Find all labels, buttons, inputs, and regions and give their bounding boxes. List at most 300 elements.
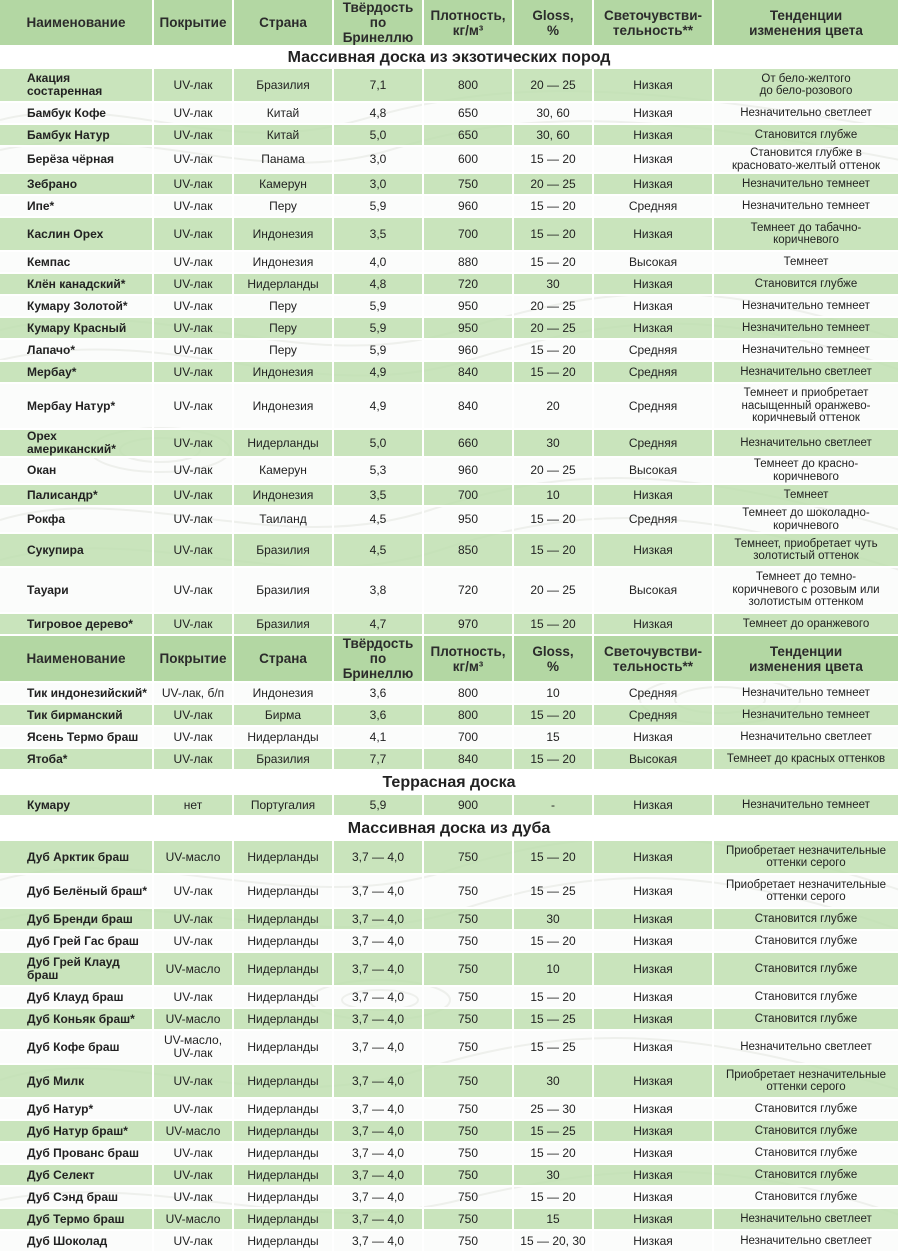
cell-density: 750 (424, 1231, 514, 1251)
cell-country: Нидерланды (234, 1121, 334, 1143)
table-row (0, 953, 900, 987)
cell-hardness: 3,7 — 4,0 (334, 1165, 424, 1187)
cell-name: Берёза чёрная (0, 147, 154, 174)
table-row (0, 534, 900, 568)
cell-name: Дуб Натур браш* (0, 1121, 154, 1143)
cell-density: 700 (424, 218, 514, 252)
cell-coating: UV-лак (154, 296, 234, 318)
table-row (0, 931, 900, 953)
cell-density: 950 (424, 318, 514, 340)
cell-hardness: 4,9 (334, 362, 424, 384)
cell-gloss: - (514, 795, 594, 817)
cell-gloss: 20 — 25 (514, 296, 594, 318)
cell-country: Индонезия (234, 252, 334, 274)
cell-color-trend: Незначительно светлеет (714, 362, 900, 384)
cell-coating: UV-лак (154, 727, 234, 749)
cell-name: Палисандр* (0, 485, 154, 507)
cell-light-sensitivity: Низкая (594, 1009, 714, 1031)
cell-light-sensitivity: Низкая (594, 841, 714, 875)
cell-density: 750 (424, 931, 514, 953)
cell-hardness: 5,9 (334, 340, 424, 362)
cell-color-trend: Незначительно светлеет (714, 103, 900, 125)
header-hardness: Твёрдость по Бринеллю (334, 636, 424, 683)
section-title: Массивная доска из экзотических пород (0, 47, 900, 69)
cell-density: 750 (424, 987, 514, 1009)
cell-gloss: 15 — 20 (514, 218, 594, 252)
section-row (0, 47, 900, 69)
cell-coating: UV-масло (154, 953, 234, 987)
cell-density: 900 (424, 795, 514, 817)
cell-country: Нидерланды (234, 953, 334, 987)
cell-name: Кемпас (0, 252, 154, 274)
cell-light-sensitivity: Низкая (594, 1165, 714, 1187)
cell-coating: UV-лак (154, 987, 234, 1009)
cell-name: Бамбук Натур (0, 125, 154, 147)
cell-density: 750 (424, 1009, 514, 1031)
cell-density: 950 (424, 296, 514, 318)
cell-color-trend: Темнеет до красно- коричневого (714, 458, 900, 485)
cell-hardness: 3,7 — 4,0 (334, 1143, 424, 1165)
cell-coating: UV-лак (154, 362, 234, 384)
cell-gloss: 15 — 20 (514, 614, 594, 636)
cell-density: 750 (424, 953, 514, 987)
table-row (0, 1065, 900, 1099)
cell-color-trend: Становится глубже (714, 1099, 900, 1121)
cell-country: Нидерланды (234, 1165, 334, 1187)
cell-color-trend: Становится глубже (714, 1187, 900, 1209)
cell-density: 720 (424, 274, 514, 296)
cell-light-sensitivity: Низкая (594, 1231, 714, 1251)
header-light-sensitivity: Светочувстви- тельность** (594, 636, 714, 683)
cell-name: Дуб Шоколад (0, 1231, 154, 1251)
cell-color-trend: Становится глубже (714, 953, 900, 987)
cell-light-sensitivity: Низкая (594, 727, 714, 749)
cell-gloss: 10 (514, 953, 594, 987)
table-row (0, 1031, 900, 1065)
cell-light-sensitivity: Средняя (594, 683, 714, 705)
cell-gloss: 10 (514, 485, 594, 507)
cell-country: Бирма (234, 705, 334, 727)
section-row (0, 771, 900, 795)
table-row (0, 147, 900, 174)
cell-hardness: 4,8 (334, 103, 424, 125)
cell-hardness: 4,0 (334, 252, 424, 274)
cell-color-trend: Незначительно темнеет (714, 196, 900, 218)
cell-gloss: 30 (514, 430, 594, 458)
cell-country: Португалия (234, 795, 334, 817)
cell-name: Зебрано (0, 174, 154, 196)
cell-country: Камерун (234, 174, 334, 196)
cell-coating: UV-лак (154, 507, 234, 534)
cell-gloss: 15 — 20 (514, 1187, 594, 1209)
cell-coating: UV-лак, б/п (154, 683, 234, 705)
cell-density: 750 (424, 1165, 514, 1187)
cell-density: 850 (424, 534, 514, 568)
cell-gloss: 15 — 20, 30 (514, 1231, 594, 1251)
cell-country: Нидерланды (234, 274, 334, 296)
cell-gloss: 15 (514, 727, 594, 749)
cell-light-sensitivity: Низкая (594, 1143, 714, 1165)
cell-light-sensitivity: Низкая (594, 1121, 714, 1143)
cell-light-sensitivity: Высокая (594, 568, 714, 614)
cell-color-trend: Незначительно светлеет (714, 1031, 900, 1065)
cell-gloss: 30, 60 (514, 103, 594, 125)
cell-hardness: 7,1 (334, 69, 424, 103)
cell-hardness: 3,7 — 4,0 (334, 841, 424, 875)
cell-gloss: 15 — 20 (514, 340, 594, 362)
cell-gloss: 30 (514, 909, 594, 931)
cell-light-sensitivity: Низкая (594, 953, 714, 987)
cell-gloss: 15 — 20 (514, 987, 594, 1009)
cell-name: Дуб Грей Гас браш (0, 931, 154, 953)
cell-coating: UV-лак (154, 931, 234, 953)
cell-coating: UV-лак (154, 430, 234, 458)
cell-density: 650 (424, 125, 514, 147)
cell-name: Сукупира (0, 534, 154, 568)
cell-coating: UV-лак (154, 1165, 234, 1187)
cell-color-trend: Темнеет до оранжевого (714, 614, 900, 636)
cell-name: Дуб Натур* (0, 1099, 154, 1121)
cell-hardness: 5,9 (334, 318, 424, 340)
header-light-sensitivity: Светочувстви- тельность** (594, 0, 714, 47)
table-row (0, 340, 900, 362)
cell-gloss: 10 (514, 683, 594, 705)
cell-hardness: 3,7 — 4,0 (334, 953, 424, 987)
cell-country: Нидерланды (234, 1099, 334, 1121)
cell-color-trend: Незначительно светлеет (714, 727, 900, 749)
cell-country: Нидерланды (234, 1187, 334, 1209)
table-row (0, 841, 900, 875)
cell-country: Индонезия (234, 485, 334, 507)
cell-density: 660 (424, 430, 514, 458)
cell-hardness: 3,7 — 4,0 (334, 1231, 424, 1251)
cell-name: Окан (0, 458, 154, 485)
table-row (0, 507, 900, 534)
cell-gloss: 20 — 25 (514, 568, 594, 614)
cell-gloss: 15 (514, 1209, 594, 1231)
cell-name: Кумару (0, 795, 154, 817)
cell-hardness: 5,9 (334, 795, 424, 817)
cell-name: Тик индонезийский* (0, 683, 154, 705)
cell-coating: UV-лак (154, 749, 234, 771)
table-row (0, 795, 900, 817)
cell-coating: UV-лак (154, 218, 234, 252)
cell-country: Таиланд (234, 507, 334, 534)
cell-country: Панама (234, 147, 334, 174)
table-row (0, 103, 900, 125)
header-color-trend: Тенденции изменения цвета (714, 0, 900, 47)
cell-country: Перу (234, 318, 334, 340)
cell-country: Нидерланды (234, 1009, 334, 1031)
cell-color-trend: Становится глубже (714, 125, 900, 147)
cell-name: Дуб Белёный браш* (0, 875, 154, 909)
cell-coating: UV-лак (154, 125, 234, 147)
cell-color-trend: Становится глубже в красновато-желтый оттенок (714, 147, 900, 174)
cell-density: 700 (424, 485, 514, 507)
cell-coating: UV-лак (154, 69, 234, 103)
cell-color-trend: Темнеет, приобретает чуть золотистый оттенок (714, 534, 900, 568)
cell-name: Дуб Грей Клауд браш (0, 953, 154, 987)
table-row (0, 1099, 900, 1121)
table-row (0, 362, 900, 384)
cell-name: Дуб Арктик браш (0, 841, 154, 875)
table-row (0, 485, 900, 507)
cell-gloss: 15 — 20 (514, 252, 594, 274)
cell-name: Дуб Коньяк браш* (0, 1009, 154, 1031)
cell-coating: UV-лак (154, 485, 234, 507)
cell-gloss: 20 — 25 (514, 174, 594, 196)
cell-hardness: 5,3 (334, 458, 424, 485)
cell-hardness: 4,8 (334, 274, 424, 296)
table-header-row (0, 0, 900, 47)
cell-light-sensitivity: Средняя (594, 340, 714, 362)
cell-country: Нидерланды (234, 909, 334, 931)
cell-coating: UV-лак (154, 103, 234, 125)
cell-name: Рокфа (0, 507, 154, 534)
cell-country: Бразилия (234, 749, 334, 771)
cell-name: Тик бирманский (0, 705, 154, 727)
table-row (0, 875, 900, 909)
cell-gloss: 15 — 20 (514, 841, 594, 875)
cell-coating: UV-лак (154, 1065, 234, 1099)
cell-coating: UV-масло (154, 841, 234, 875)
cell-hardness: 5,9 (334, 196, 424, 218)
cell-light-sensitivity: Низкая (594, 103, 714, 125)
header-gloss: Gloss, % (514, 636, 594, 683)
cell-color-trend: Незначительно темнеет (714, 340, 900, 362)
header-color-trend: Тенденции изменения цвета (714, 636, 900, 683)
cell-color-trend: Темнеет (714, 485, 900, 507)
cell-gloss: 15 — 25 (514, 1031, 594, 1065)
cell-name: Акация состаренная (0, 69, 154, 103)
header-name: Наименование (0, 0, 154, 47)
table-row (0, 430, 900, 458)
header-name: Наименование (0, 636, 154, 683)
cell-hardness: 3,7 — 4,0 (334, 1209, 424, 1231)
cell-light-sensitivity: Средняя (594, 507, 714, 534)
header-coating: Покрытие (154, 0, 234, 47)
section-title: Массивная доска из дуба (0, 817, 900, 841)
cell-coating: UV-лак (154, 174, 234, 196)
cell-country: Перу (234, 340, 334, 362)
cell-hardness: 4,1 (334, 727, 424, 749)
cell-light-sensitivity: Низкая (594, 909, 714, 931)
cell-name: Мербау* (0, 362, 154, 384)
cell-coating: UV-масло, UV-лак (154, 1031, 234, 1065)
cell-light-sensitivity: Высокая (594, 458, 714, 485)
cell-country: Нидерланды (234, 1209, 334, 1231)
cell-gloss: 30 (514, 1165, 594, 1187)
table-row (0, 174, 900, 196)
cell-hardness: 4,7 (334, 614, 424, 636)
cell-color-trend: Становится глубже (714, 1165, 900, 1187)
cell-country: Индонезия (234, 384, 334, 430)
cell-color-trend: Приобретает незначительные оттенки серого (714, 1065, 900, 1099)
table-row (0, 749, 900, 771)
cell-light-sensitivity: Низкая (594, 1187, 714, 1209)
cell-density: 750 (424, 1065, 514, 1099)
cell-country: Бразилия (234, 568, 334, 614)
cell-density: 650 (424, 103, 514, 125)
cell-name: Дуб Прованс браш (0, 1143, 154, 1165)
cell-name: Дуб Сэнд браш (0, 1187, 154, 1209)
cell-density: 960 (424, 458, 514, 485)
cell-country: Нидерланды (234, 1065, 334, 1099)
cell-density: 720 (424, 568, 514, 614)
cell-country: Нидерланды (234, 1231, 334, 1251)
cell-country: Нидерланды (234, 987, 334, 1009)
table-row (0, 727, 900, 749)
cell-light-sensitivity: Низкая (594, 125, 714, 147)
cell-light-sensitivity: Низкая (594, 795, 714, 817)
cell-name: Дуб Кофе браш (0, 1031, 154, 1065)
cell-color-trend: Незначительно темнеет (714, 705, 900, 727)
table-row (0, 218, 900, 252)
cell-light-sensitivity: Низкая (594, 274, 714, 296)
cell-hardness: 3,7 — 4,0 (334, 1099, 424, 1121)
cell-color-trend: Незначительно светлеет (714, 1231, 900, 1251)
cell-coating: UV-лак (154, 196, 234, 218)
cell-density: 960 (424, 340, 514, 362)
cell-country: Нидерланды (234, 875, 334, 909)
table-row (0, 614, 900, 636)
cell-color-trend: Незначительно темнеет (714, 795, 900, 817)
cell-color-trend: Незначительно светлеет (714, 1209, 900, 1231)
cell-coating: UV-лак (154, 909, 234, 931)
cell-coating: UV-лак (154, 274, 234, 296)
cell-country: Нидерланды (234, 1031, 334, 1065)
cell-light-sensitivity: Средняя (594, 362, 714, 384)
cell-hardness: 3,6 (334, 683, 424, 705)
table-row (0, 568, 900, 614)
table-row (0, 274, 900, 296)
header-country: Страна (234, 0, 334, 47)
cell-color-trend: Темнеет до красных оттенков (714, 749, 900, 771)
cell-coating: UV-лак (154, 252, 234, 274)
cell-country: Нидерланды (234, 430, 334, 458)
cell-density: 750 (424, 1031, 514, 1065)
cell-color-trend: Становится глубже (714, 1009, 900, 1031)
cell-color-trend: Незначительно темнеет (714, 683, 900, 705)
header-hardness: Твёрдость по Бринеллю (334, 0, 424, 47)
cell-gloss: 15 — 20 (514, 931, 594, 953)
cell-hardness: 3,7 — 4,0 (334, 1009, 424, 1031)
cell-name: Лапачо* (0, 340, 154, 362)
cell-hardness: 3,6 (334, 705, 424, 727)
cell-name: Тауари (0, 568, 154, 614)
cell-gloss: 20 — 25 (514, 318, 594, 340)
cell-hardness: 4,5 (334, 534, 424, 568)
cell-coating: UV-лак (154, 318, 234, 340)
cell-gloss: 15 — 20 (514, 196, 594, 218)
cell-gloss: 15 — 25 (514, 1121, 594, 1143)
cell-density: 750 (424, 1209, 514, 1231)
cell-light-sensitivity: Высокая (594, 252, 714, 274)
table-row (0, 1231, 900, 1251)
cell-density: 840 (424, 749, 514, 771)
cell-density: 800 (424, 69, 514, 103)
cell-country: Индонезия (234, 683, 334, 705)
cell-coating: UV-масло (154, 1121, 234, 1143)
header-density: Плотность, кг/м³ (424, 636, 514, 683)
cell-hardness: 3,5 (334, 485, 424, 507)
cell-gloss: 15 — 20 (514, 705, 594, 727)
cell-name: Дуб Термо браш (0, 1209, 154, 1231)
cell-coating: UV-лак (154, 568, 234, 614)
cell-name: Ятоба* (0, 749, 154, 771)
cell-country: Индонезия (234, 362, 334, 384)
cell-coating: UV-лак (154, 147, 234, 174)
cell-coating: UV-лак (154, 1143, 234, 1165)
cell-light-sensitivity: Низкая (594, 875, 714, 909)
cell-gloss: 15 — 20 (514, 1143, 594, 1165)
cell-name: Клён канадский* (0, 274, 154, 296)
cell-name: Тигровое дерево* (0, 614, 154, 636)
cell-light-sensitivity: Средняя (594, 384, 714, 430)
cell-color-trend: Темнеет и приобретает насыщенный оранжево- коричневый оттенок (714, 384, 900, 430)
header-density: Плотность, кг/м³ (424, 0, 514, 47)
table-row (0, 196, 900, 218)
cell-density: 750 (424, 875, 514, 909)
cell-color-trend: Становится глубже (714, 909, 900, 931)
cell-color-trend: Незначительно темнеет (714, 174, 900, 196)
table-row (0, 1009, 900, 1031)
cell-gloss: 20 — 25 (514, 458, 594, 485)
cell-gloss: 15 — 25 (514, 875, 594, 909)
cell-color-trend: Незначительно светлеет (714, 430, 900, 458)
cell-country: Нидерланды (234, 841, 334, 875)
cell-light-sensitivity: Средняя (594, 430, 714, 458)
cell-country: Бразилия (234, 614, 334, 636)
cell-light-sensitivity: Низкая (594, 1099, 714, 1121)
cell-light-sensitivity: Низкая (594, 174, 714, 196)
cell-country: Китай (234, 125, 334, 147)
cell-coating: UV-лак (154, 614, 234, 636)
cell-gloss: 15 — 20 (514, 147, 594, 174)
cell-gloss: 25 — 30 (514, 1099, 594, 1121)
cell-coating: UV-лак (154, 340, 234, 362)
cell-name: Ипе* (0, 196, 154, 218)
cell-light-sensitivity: Низкая (594, 987, 714, 1009)
cell-light-sensitivity: Низкая (594, 147, 714, 174)
cell-light-sensitivity: Высокая (594, 749, 714, 771)
cell-color-trend: Темнеет до табачно- коричневого (714, 218, 900, 252)
cell-gloss: 30, 60 (514, 125, 594, 147)
cell-light-sensitivity: Низкая (594, 931, 714, 953)
cell-coating: нет (154, 795, 234, 817)
cell-coating: UV-лак (154, 875, 234, 909)
cell-country: Перу (234, 296, 334, 318)
cell-name: Ясень Термо браш (0, 727, 154, 749)
section-row (0, 817, 900, 841)
cell-hardness: 3,7 — 4,0 (334, 909, 424, 931)
cell-color-trend: Темнеет до темно- коричневого с розовым или золотистым оттенком (714, 568, 900, 614)
cell-country: Нидерланды (234, 727, 334, 749)
cell-hardness: 3,0 (334, 147, 424, 174)
cell-density: 750 (424, 174, 514, 196)
cell-name: Кумару Красный (0, 318, 154, 340)
cell-light-sensitivity: Низкая (594, 614, 714, 636)
cell-coating: UV-масло (154, 1209, 234, 1231)
cell-name: Кумару Золотой* (0, 296, 154, 318)
cell-gloss: 15 — 20 (514, 534, 594, 568)
table-row (0, 1187, 900, 1209)
cell-color-trend: Становится глубже (714, 987, 900, 1009)
cell-name: Дуб Селект (0, 1165, 154, 1187)
cell-density: 750 (424, 1143, 514, 1165)
cell-hardness: 3,7 — 4,0 (334, 1065, 424, 1099)
table-row (0, 1143, 900, 1165)
